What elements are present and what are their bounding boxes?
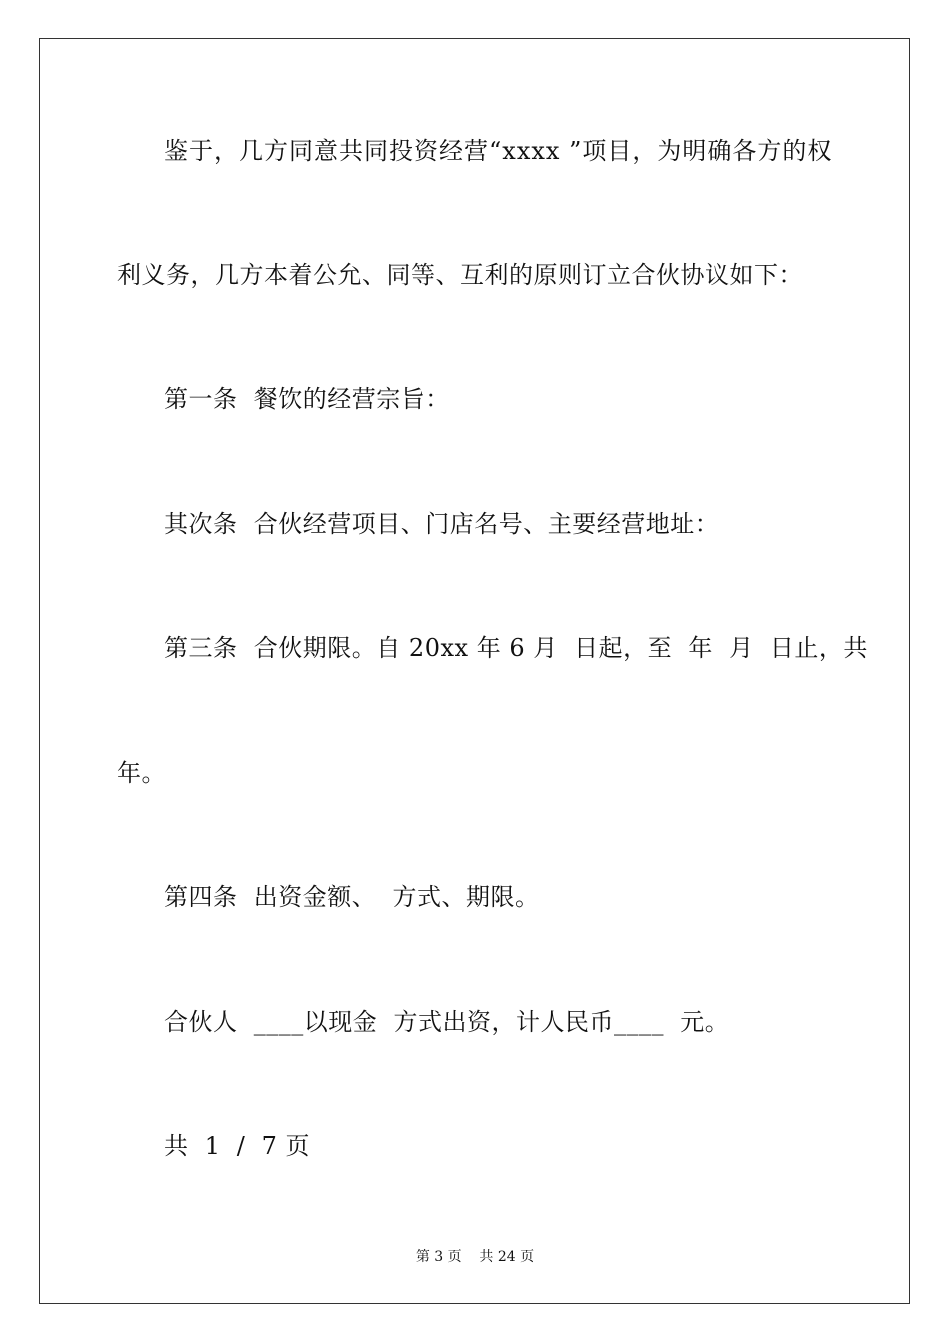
page-frame (39, 38, 910, 1304)
article-1: 第一条 餐饮的经营宗旨： (164, 385, 450, 413)
page-footer: 第 3 页 共 24 页 (415, 1249, 535, 1265)
article-3-line2: 年。 (117, 759, 166, 787)
partner-contribution: 合伙人 ____以现金 方式出资，计人民币____ 元。 (164, 1008, 730, 1036)
paragraph-preamble-line2: 利义务，几方本着公允、同等、互利的原则订立合伙协议如下： (117, 261, 803, 289)
article-4: 第四条 出资金额、 方式、期限。 (164, 883, 540, 911)
article-3-line1: 第 三 条 合 伙 期 限 。 自 2 0 x x 年 6 月 日 起 ， 至 年 月 日 止 ， 共 (164, 634, 868, 662)
article-2: 其次条 合伙经营项目、门店名号、主要经营地址： (164, 510, 720, 538)
inner-page-counter: 共 1 / 7 页 (164, 1132, 311, 1160)
paragraph-preamble-line1: 鉴 于 ， 几 方 同 意 共 同 投 资 经 营 “ x x x x ” 项 目 ， 为 明 确 各 方 的 权 (164, 137, 832, 165)
